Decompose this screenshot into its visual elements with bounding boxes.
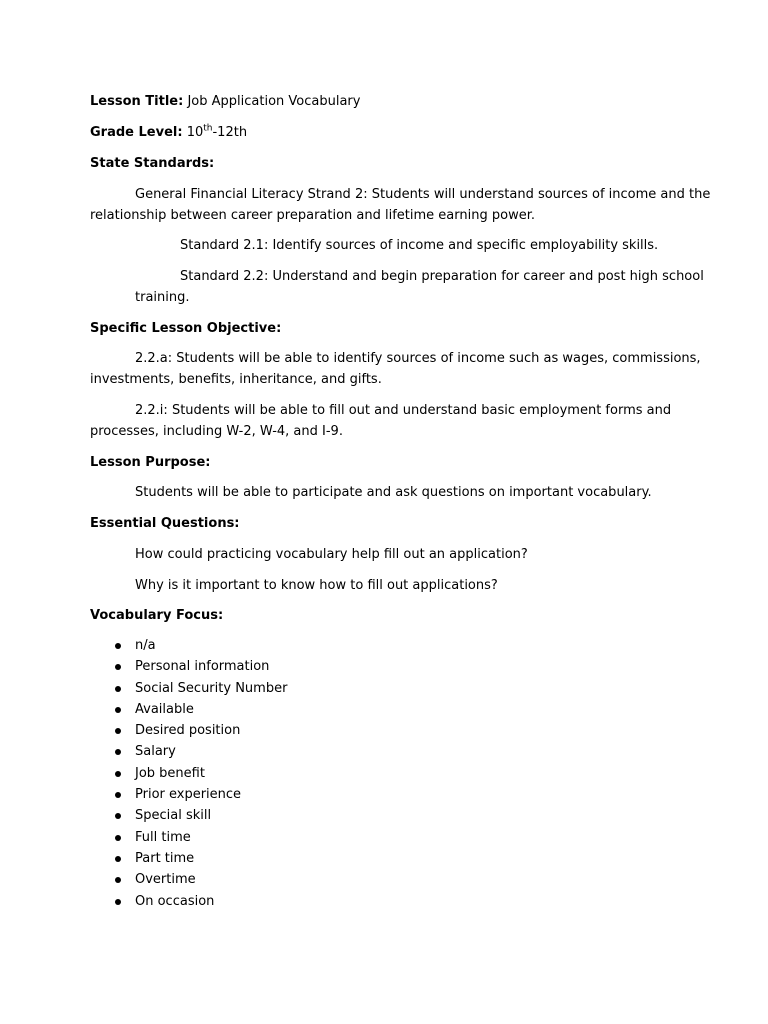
vocabulary-item xyxy=(90,765,287,786)
strand-text-2: relationship between career preparation and lifetime earning power. xyxy=(90,208,535,223)
strand-label: General Financial Literacy Strand 2: xyxy=(135,187,368,202)
standard-22-text-1: Understand and begin preparation for career and post high school xyxy=(272,269,704,284)
vocabulary-item xyxy=(90,743,287,764)
vocabulary-item xyxy=(90,829,287,850)
bullet-icon xyxy=(115,813,121,819)
objective-i-text-1: Students will be able to fill out and understand basic employment forms and xyxy=(171,403,672,418)
objective-i-text-2: processes, including W-2, W-4, and I-9. xyxy=(90,424,343,439)
standard-21-label: Standard 2.1: xyxy=(180,238,269,253)
vocabulary-item xyxy=(90,786,287,807)
lesson-title-value: Job Application Vocabulary xyxy=(187,94,361,109)
bullet-icon xyxy=(115,749,121,755)
objective-a-text-1: Students will be able to identify sources of income such as wages, commissions, xyxy=(176,351,701,366)
bullet-icon xyxy=(115,707,121,713)
objective-a-line-1 xyxy=(135,350,701,368)
standard-22-label: Standard 2.2: xyxy=(180,269,269,284)
objective-a-label: 2.2.a: xyxy=(135,351,173,366)
vocabulary-item xyxy=(90,807,287,828)
vocabulary-item-text: Overtime xyxy=(135,872,196,888)
vocabulary-item xyxy=(90,701,287,722)
vocabulary-item-text: Salary xyxy=(135,744,176,760)
vocabulary-item-text: n/a xyxy=(135,638,156,653)
grade-level-end: -12th xyxy=(212,125,248,140)
vocabulary-item-text: Job benefit xyxy=(135,765,205,781)
strand-line-1 xyxy=(135,186,710,204)
vocabulary-list xyxy=(90,637,287,914)
lesson-purpose-text: Students will be able to participate and ask questions on important vocabulary. xyxy=(135,485,652,500)
lesson-purpose-heading: Lesson Purpose: xyxy=(90,455,211,470)
vocabulary-item-text: Available xyxy=(135,701,194,717)
lesson-title-line xyxy=(90,93,360,111)
standard-21-line xyxy=(180,237,658,255)
vocabulary-item-text: Personal information xyxy=(135,659,270,675)
vocabulary-item-text: Prior experience xyxy=(135,787,242,803)
bullet-icon xyxy=(115,643,121,649)
bullet-icon xyxy=(115,686,121,692)
vocabulary-focus-heading: Vocabulary Focus: xyxy=(90,608,224,623)
standard-21-text: Identify sources of income and specific employability skills. xyxy=(272,238,659,253)
vocabulary-item-text: Social Security Number xyxy=(135,680,288,696)
grade-level-line xyxy=(90,124,247,142)
objective-a-text-2: investments, benefits, inheritance, and gifts. xyxy=(90,372,382,387)
specific-objective-heading: Specific Lesson Objective: xyxy=(90,321,282,336)
grade-level-start: 10 xyxy=(186,125,204,140)
bullet-icon xyxy=(115,664,121,670)
vocabulary-item xyxy=(90,637,287,658)
vocabulary-item xyxy=(90,680,287,701)
bullet-icon xyxy=(115,728,121,734)
bullet-icon xyxy=(115,771,121,777)
essential-questions-heading: Essential Questions: xyxy=(90,516,240,531)
objective-i-label: 2.2.i: xyxy=(135,403,168,418)
vocabulary-item xyxy=(90,850,287,871)
vocabulary-item-text: Special skill xyxy=(135,808,212,824)
bullet-icon xyxy=(115,792,121,798)
grade-level-label: Grade Level: xyxy=(90,125,183,140)
standard-22-text-2: training. xyxy=(135,290,190,305)
vocabulary-item xyxy=(90,871,287,892)
lesson-title-label: Lesson Title: xyxy=(90,94,184,109)
standard-22-line-1 xyxy=(180,268,704,286)
vocabulary-item xyxy=(90,658,287,679)
bullet-icon xyxy=(115,899,121,905)
objective-i-line-1 xyxy=(135,402,671,420)
essential-question-1: How could practicing vocabulary help fill out an application? xyxy=(135,547,528,562)
strand-text-1: Students will understand sources of income and the xyxy=(371,187,711,202)
vocabulary-item-text: Full time xyxy=(135,829,191,845)
bullet-icon xyxy=(115,877,121,883)
bullet-icon xyxy=(115,856,121,862)
vocabulary-item-text: Desired position xyxy=(135,723,241,739)
vocabulary-item xyxy=(90,722,287,743)
bullet-icon xyxy=(115,835,121,841)
grade-level-start-superscript: th xyxy=(203,123,213,134)
state-standards-heading: State Standards: xyxy=(90,156,215,171)
vocabulary-item xyxy=(90,893,287,914)
vocabulary-item-text: Part time xyxy=(135,850,195,866)
vocabulary-item-text: On occasion xyxy=(135,893,215,909)
essential-question-2: Why is it important to know how to fill out applications? xyxy=(135,578,498,593)
